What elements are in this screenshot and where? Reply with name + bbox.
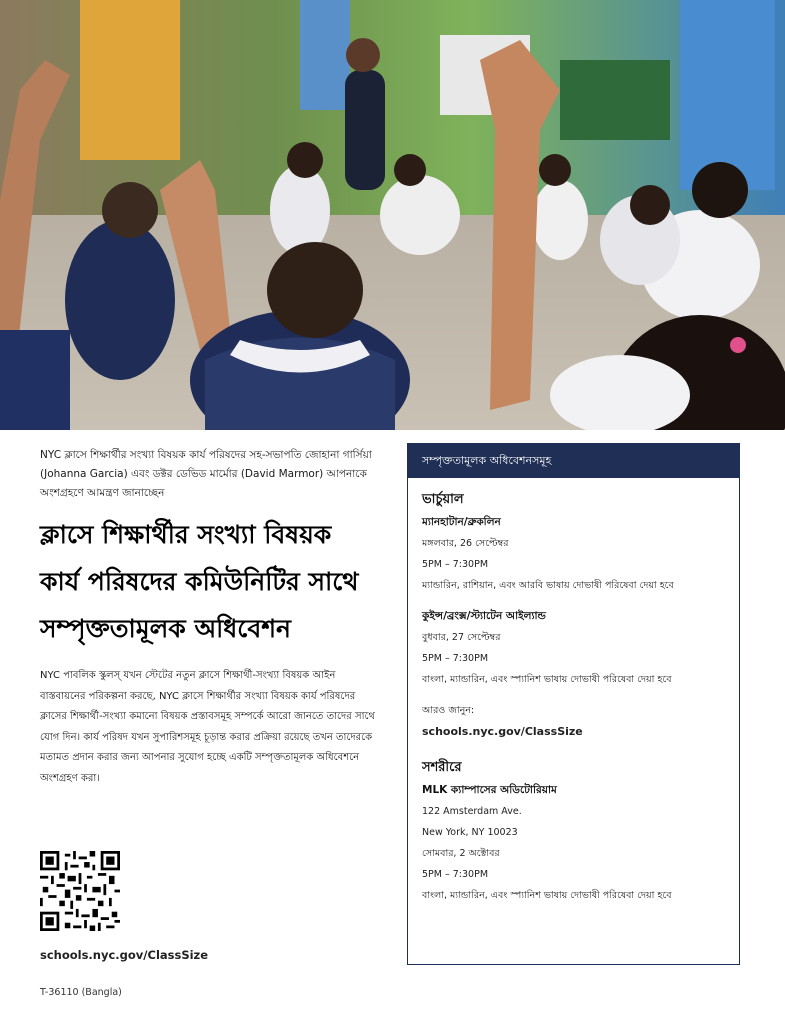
learn-more-link[interactable]: schools.nyc.gov/ClassSize: [422, 725, 583, 738]
in-person-date: সোমবার, 2 অক্টোবর: [422, 848, 500, 859]
left-column: [40, 446, 375, 789]
venue-name: MLK ক্যাম্পাসের অডিটোরিয়াম: [422, 784, 557, 796]
in-person-time: 5PM – 7:30PM: [422, 869, 489, 880]
qr-code-icon[interactable]: [40, 851, 120, 931]
invitation-intro: NYC ক্লাসে শিক্ষার্থীর সংখ্যা বিষয়ক কার্য পরিষদের সহ-সভাপতি জোহানা গার্সিয়া (Johanna Garcia) এবং ডক্টর ডেভিড মার্মোর (David Marmor) আপনাকে অংশগ্রহণে আমন্ত্রণ জানাচ্ছেন: [40, 449, 372, 499]
document-code: T-36110 (Bangla): [40, 987, 122, 998]
session-area: ম্যানহাটান/ব্রুকলিন: [422, 516, 501, 528]
session-languages: ম্যান্ডারিন, রাশিয়ান, এবং আরবি ভাষায় দোভাষী পরিষেবা দেয়া হবে: [422, 580, 674, 591]
session-languages: বাংলা, ম্যান্ডারিন, এবং স্প্যানিশ ভাষায় দোভাষী পরিষেবা দেয়া হবে: [422, 674, 672, 685]
virtual-section-title: ভার্চুয়াল: [422, 492, 464, 507]
panel-header: সম্পৃক্ততামূলক অধিবেশনসমূহ: [408, 444, 739, 478]
hero-photo: [0, 0, 785, 430]
learn-more-label: আরও জানুন:: [422, 705, 475, 716]
session-date: বুধবার, 27 সেপ্টেম্বর: [422, 632, 501, 643]
session-date: মঙ্গলবার, 26 সেপ্টেম্বর: [422, 538, 509, 549]
in-person-section-title: সশরীরে: [422, 760, 462, 775]
panel-body: [408, 478, 739, 906]
session-time: 5PM – 7:30PM: [422, 653, 489, 664]
classroom-photo-icon: [0, 0, 785, 430]
in-person-languages: বাংলা, ম্যান্ডারিন, এবং স্প্যানিশ ভাষায় দোভাষী পরিষেবা দেয়া হবে: [422, 890, 672, 901]
session-area: কুইন্স/ব্রংক্স/স্ট্যাটেন আইল্যান্ড: [422, 610, 546, 622]
venue-address-line1: 122 Amsterdam Ave.: [422, 806, 522, 817]
session-time: 5PM – 7:30PM: [422, 559, 489, 570]
description-body: NYC পাবলিক স্কুলস্ যখন স্টেটের নতুন ক্লাসে শিক্ষার্থী-সংখ্যা বিষয়ক আইন বাস্তবায়নের পরিকল্পনা করছে, NYC ক্লাসে শিক্ষার্থীর সংখ্যা বিষয়ক কার্য পরিষদের ক্লাসের শিক্ষার্থী-সংখ্যা কমানো বিষয়ক প্রস্তাবসমূহ সম্পর্কে আরো জানতে তাদের সাথে যোগ দিন। কার্য পরিষদ যখন সুপারিশসমূহ চূড়ান্ত করার প্রক্রিয়া রয়েছে তখন তাদেরকে মতামত প্রদান করার জন্য আপনার সুযোগ হচ্ছে একটি সম্পৃক্ততামূলক অধিবেশনে অংশগ্রহণ করা।: [40, 670, 375, 784]
venue-address-line2: New York, NY 10023: [422, 827, 518, 838]
page-title: ক্লাসে শিক্ষার্থীর সংখ্যা বিষয়ক কার্য পরিষদের কমিউনিটির সাথে সম্পৃক্ততামূলক অধিবেশন: [40, 520, 359, 643]
left-url-link[interactable]: schools.nyc.gov/ClassSize: [40, 948, 209, 962]
sessions-panel: [407, 443, 740, 965]
